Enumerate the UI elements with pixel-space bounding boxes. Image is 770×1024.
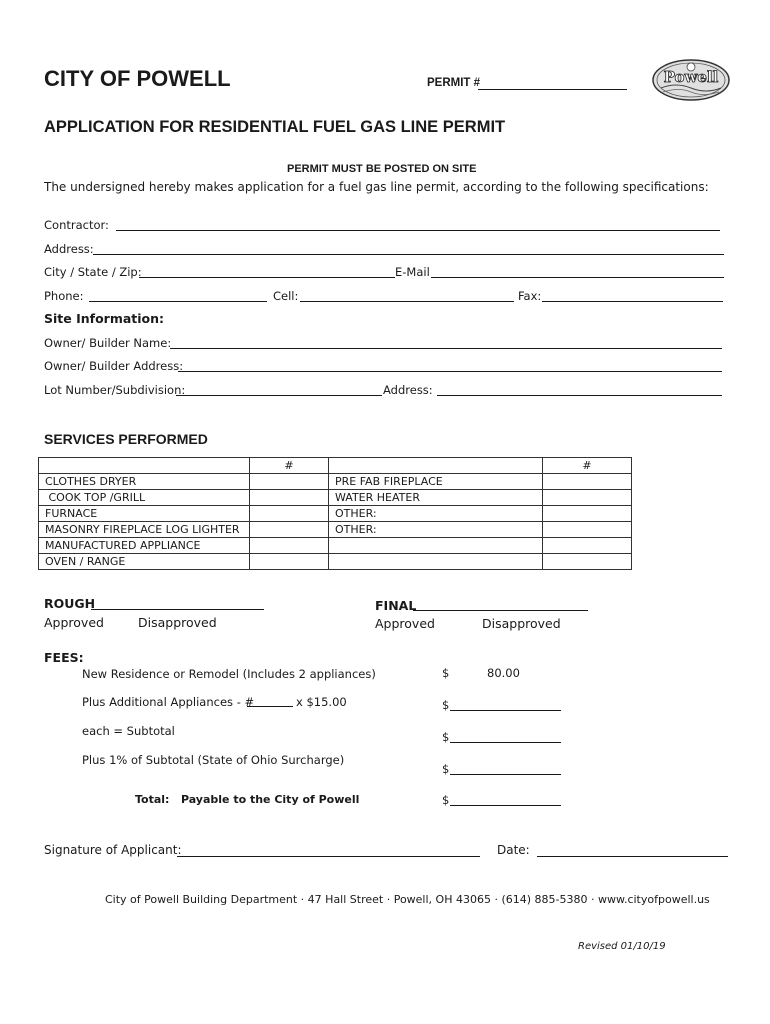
service-item: WATER HEATER — [329, 490, 543, 506]
service-count-field[interactable] — [543, 490, 632, 506]
service-count-field[interactable] — [250, 506, 329, 522]
table-row — [39, 522, 632, 538]
table-cell — [39, 458, 250, 474]
date-field[interactable] — [537, 856, 728, 857]
services-heading: SERVICES PERFORMED — [44, 431, 208, 447]
service-count-field[interactable] — [543, 554, 632, 570]
service-item: FURNACE — [39, 506, 250, 522]
final-label: FINAL — [375, 598, 417, 613]
service-count-field[interactable] — [543, 522, 632, 538]
site-info-heading: Site Information: — [44, 311, 165, 326]
table-row — [39, 506, 632, 522]
posted-notice: PERMIT MUST BE POSTED ON SITE — [287, 163, 477, 175]
contractor-label: Contractor: — [44, 218, 109, 232]
rough-approved[interactable]: Approved — [44, 615, 104, 630]
service-count-field[interactable] — [250, 522, 329, 538]
rough-field[interactable] — [91, 609, 264, 610]
rough-label: ROUGH — [44, 596, 96, 611]
additional-appliances-count-field[interactable] — [247, 706, 293, 707]
owner-address-label: Owner/ Builder Address: — [44, 359, 184, 373]
permit-number-label: PERMIT # — [427, 77, 481, 89]
intro-text: The undersigned hereby makes application for a fuel gas line permit, according to the following specifications: — [44, 180, 709, 194]
new-residence-label: New Residence or Remodel (Includes 2 appliances) — [82, 667, 376, 681]
owner-name-field[interactable] — [170, 348, 722, 349]
fax-field[interactable] — [542, 301, 723, 302]
subtotal-field[interactable] — [450, 742, 561, 743]
phone-label: Phone: — [44, 289, 84, 303]
email-field[interactable] — [431, 277, 724, 278]
email-label: E-Mail — [395, 265, 430, 279]
service-item — [329, 554, 543, 570]
table-row — [39, 490, 632, 506]
service-count-field[interactable] — [250, 474, 329, 490]
fax-label: Fax: — [518, 289, 542, 303]
city-state-zip-label: City / State / Zip: — [44, 265, 142, 279]
address-field[interactable] — [93, 254, 724, 255]
service-item: OVEN / RANGE — [39, 554, 250, 570]
rough-disapproved[interactable]: Disapproved — [138, 615, 217, 630]
date-label: Date: — [497, 843, 530, 857]
fees-heading: FEES: — [44, 650, 84, 665]
final-field[interactable] — [413, 610, 588, 611]
count-header: # — [250, 458, 329, 474]
table-row — [39, 538, 632, 554]
service-item: OTHER: — [329, 506, 543, 522]
signature-label: Signature of Applicant: — [44, 843, 182, 857]
service-item: MASONRY FIREPLACE LOG LIGHTER — [39, 522, 250, 538]
lot-subdivision-field[interactable] — [176, 395, 382, 396]
subtotal-label: each = Subtotal — [82, 724, 175, 738]
contractor-field[interactable] — [116, 230, 720, 231]
table-header-row — [39, 458, 632, 474]
service-count-field[interactable] — [543, 506, 632, 522]
service-count-field[interactable] — [543, 538, 632, 554]
dollar-sign: $ — [442, 793, 450, 807]
logo-text: Powell — [663, 68, 719, 86]
footer-contact: City of Powell Building Department · 47 Hall Street · Powell, OH 43065 · (614) 885-5380 · www.cityofpowell.us — [105, 893, 710, 906]
surcharge-field[interactable] — [450, 774, 561, 775]
city-name: CITY OF POWELL — [44, 66, 231, 91]
dollar-sign: $ — [442, 762, 450, 776]
total-label: Total: Payable to the City of Powell — [135, 793, 360, 806]
service-count-field[interactable] — [543, 474, 632, 490]
dollar-sign: $ — [442, 730, 450, 744]
lot-subdivision-label: Lot Number/Subdivision: — [44, 383, 186, 397]
service-item — [329, 538, 543, 554]
address-label: Address: — [44, 242, 94, 256]
service-item: OTHER: — [329, 522, 543, 538]
table-row — [39, 554, 632, 570]
additional-appliances-label: Plus Additional Appliances - # — [82, 695, 255, 709]
table-cell — [329, 458, 543, 474]
additional-appliances-rate: x $15.00 — [296, 695, 347, 709]
revised-date: Revised 01/10/19 — [578, 941, 666, 952]
permit-number-field[interactable] — [478, 89, 627, 90]
count-header: # — [543, 458, 632, 474]
signature-field[interactable] — [177, 856, 480, 857]
final-disapproved[interactable]: Disapproved — [482, 616, 561, 631]
phone-field[interactable] — [89, 301, 267, 302]
site-address-label: Address: — [383, 383, 433, 397]
service-item: MANUFACTURED APPLIANCE — [39, 538, 250, 554]
service-item: PRE FAB FIREPLACE — [329, 474, 543, 490]
services-table — [38, 457, 632, 570]
city-state-zip-field[interactable] — [139, 277, 395, 278]
service-count-field[interactable] — [250, 538, 329, 554]
final-approved[interactable]: Approved — [375, 616, 435, 631]
table-row — [39, 474, 632, 490]
owner-address-field[interactable] — [178, 371, 722, 372]
service-item: CLOTHES DRYER — [39, 474, 250, 490]
surcharge-label: Plus 1% of Subtotal (State of Ohio Surcharge) — [82, 753, 345, 767]
service-item: COOK TOP /GRILL — [39, 490, 250, 506]
city-logo — [651, 58, 731, 102]
site-address-field[interactable] — [437, 395, 722, 396]
total-field[interactable] — [450, 805, 561, 806]
cell-field[interactable] — [300, 301, 514, 302]
dollar-sign: $ — [442, 666, 450, 680]
service-count-field[interactable] — [250, 554, 329, 570]
form-title: APPLICATION FOR RESIDENTIAL FUEL GAS LINE PERMIT — [44, 118, 506, 136]
service-count-field[interactable] — [250, 490, 329, 506]
cell-label: Cell: — [273, 289, 299, 303]
new-residence-amount: 80.00 — [487, 666, 520, 680]
additional-amount-field[interactable] — [450, 710, 561, 711]
owner-name-label: Owner/ Builder Name: — [44, 336, 172, 350]
dollar-sign: $ — [442, 698, 450, 712]
